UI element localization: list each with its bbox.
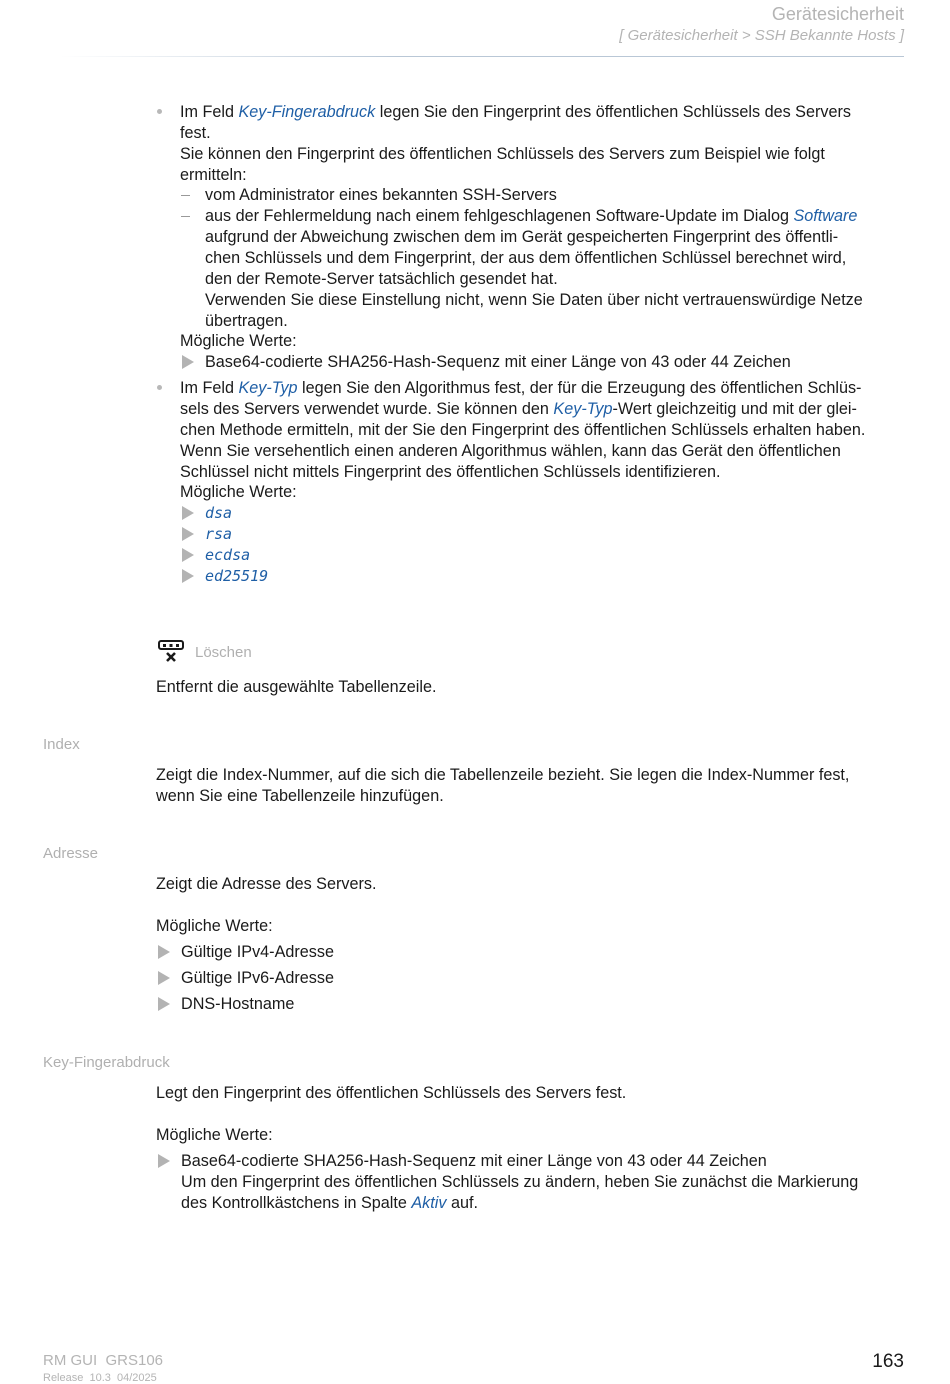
address-description: Zeigt die Adresse des Servers. (156, 875, 377, 893)
value-item: Base64-codierte SHA256-Hash-Sequenz mit einer Länge von 43 oder 44 Zeichen (205, 353, 791, 371)
text-line: übertragen. (205, 312, 288, 330)
triangle-bullet-icon (158, 997, 170, 1011)
header-divider (60, 56, 904, 57)
value-item: ecdsa (205, 546, 251, 564)
text-line: ermitteln: (180, 166, 247, 184)
chapter-title: Gerätesicherheit (771, 4, 904, 24)
text-line: Schlüssel nicht mittels Fingerprint des öffentlichen Schlüssels identifizieren. (180, 463, 721, 481)
value-item: Base64-codierte SHA256-Hash-Sequenz mit einer Länge von 43 oder 44 Zeichen (181, 1152, 767, 1170)
dialog-reference: Software (793, 207, 858, 225)
text-line: Zeigt die Index-Nummer, auf die sich die Tabellenzeile bezieht. Sie legen die Index-Nummer fest, (156, 766, 850, 784)
value-item: Gültige IPv6-Adresse (181, 969, 334, 987)
column-reference: Aktiv (411, 1194, 447, 1212)
text-line: des Kontrollkästchens in Spalte Aktiv auf. (181, 1194, 478, 1212)
value-item: Gültige IPv4-Adresse (181, 943, 334, 961)
triangle-bullet-icon (158, 971, 170, 985)
value-item: dsa (205, 504, 233, 522)
text-line: fest. (180, 124, 211, 142)
delete-row-icon (158, 640, 186, 664)
text-line: wenn Sie eine Tabellenzeile hinzufügen. (156, 787, 444, 805)
value-item: rsa (205, 525, 233, 543)
text-line: Um den Fingerprint des öffentlichen Schlüssels zu ändern, heben Sie zunächst die Markierung (181, 1173, 859, 1191)
dash-marker (181, 216, 190, 217)
text-line: chen Methode ermitteln, mit der Sie den Fingerprint des öffentlichen Schlüssels erhalten haben. (180, 421, 866, 439)
bullet-marker (157, 385, 162, 390)
text-line: den der Remote-Server tatsächlich gesendet hat. (205, 270, 558, 288)
text-line: Wenn Sie versehentlich einen anderen Algorithmus wählen, kann das Gerät den öffentlichen (180, 442, 841, 460)
bullet-marker (157, 109, 162, 114)
term-index: Index (43, 736, 80, 753)
triangle-bullet-icon (158, 945, 170, 959)
triangle-bullet-icon (182, 527, 194, 541)
release-info: Release 10.3 04/2025 (43, 1372, 157, 1384)
values-label: Mögliche Werte: (180, 483, 297, 501)
values-label: Mögliche Werte: (156, 1126, 273, 1144)
term-address: Adresse (43, 845, 99, 862)
text-line: Sie können den Fingerprint des öffentlichen Schlüssels des Servers zum Beispiel wie folgt (180, 145, 825, 163)
text-line: aus der Fehlermeldung nach einem fehlgeschlagenen Software-Update im Dialog Software (205, 207, 858, 225)
triangle-bullet-icon (182, 355, 194, 369)
fingerprint-description: Legt den Fingerprint des öffentlichen Schlüssels des Servers fest. (156, 1084, 627, 1102)
text-line: aufgrund der Abweichung zwischen dem im Gerät gespeicherten Fingerprint des öffentli- (205, 228, 839, 246)
text-line: Im Feld Key-Fingerabdruck legen Sie den Fingerprint des öffentlichen Schlüssels des Servers (180, 103, 851, 121)
field-reference: Key-Typ (238, 379, 298, 397)
text-line: Verwenden Sie diese Einstellung nicht, wenn Sie Daten über nicht vertrauenswürdige Netze (205, 291, 863, 309)
values-label: Mögliche Werte: (156, 917, 273, 935)
document-name: RM GUI GRS106 (43, 1352, 164, 1369)
text-line: sels des Servers verwendet wurde. Sie können den Key-Typ-Wert gleichzeitig und mit der glei- (180, 400, 857, 418)
text-line: Im Feld Key-Typ legen Sie den Algorithmus fest, der für die Erzeugung des öffentlichen Schlüs- (180, 379, 862, 397)
page-number: 163 (872, 1351, 904, 1372)
field-reference: Key-Typ (553, 400, 613, 418)
values-label: Mögliche Werte: (180, 332, 297, 350)
triangle-bullet-icon (158, 1154, 170, 1168)
text-line: vom Administrator eines bekannten SSH-Servers (205, 186, 557, 204)
triangle-bullet-icon (182, 548, 194, 562)
breadcrumb: [ Gerätesicherheit > SSH Bekannte Hosts ] (619, 27, 904, 44)
value-item: ed25519 (205, 567, 269, 585)
dash-marker (181, 195, 190, 196)
delete-label: Löschen (195, 644, 252, 661)
value-item: DNS-Hostname (181, 995, 295, 1013)
triangle-bullet-icon (182, 506, 194, 520)
term-key-fingerprint: Key-Fingerabdruck (43, 1054, 170, 1071)
triangle-bullet-icon (182, 569, 194, 583)
field-reference: Key-Fingerabdruck (238, 103, 376, 121)
delete-description: Entfernt die ausgewählte Tabellenzeile. (156, 678, 437, 696)
text-line: chen Schlüssels und dem Fingerprint, der aus dem öffentlichen Schlüssel berechnet wird, (205, 249, 847, 267)
